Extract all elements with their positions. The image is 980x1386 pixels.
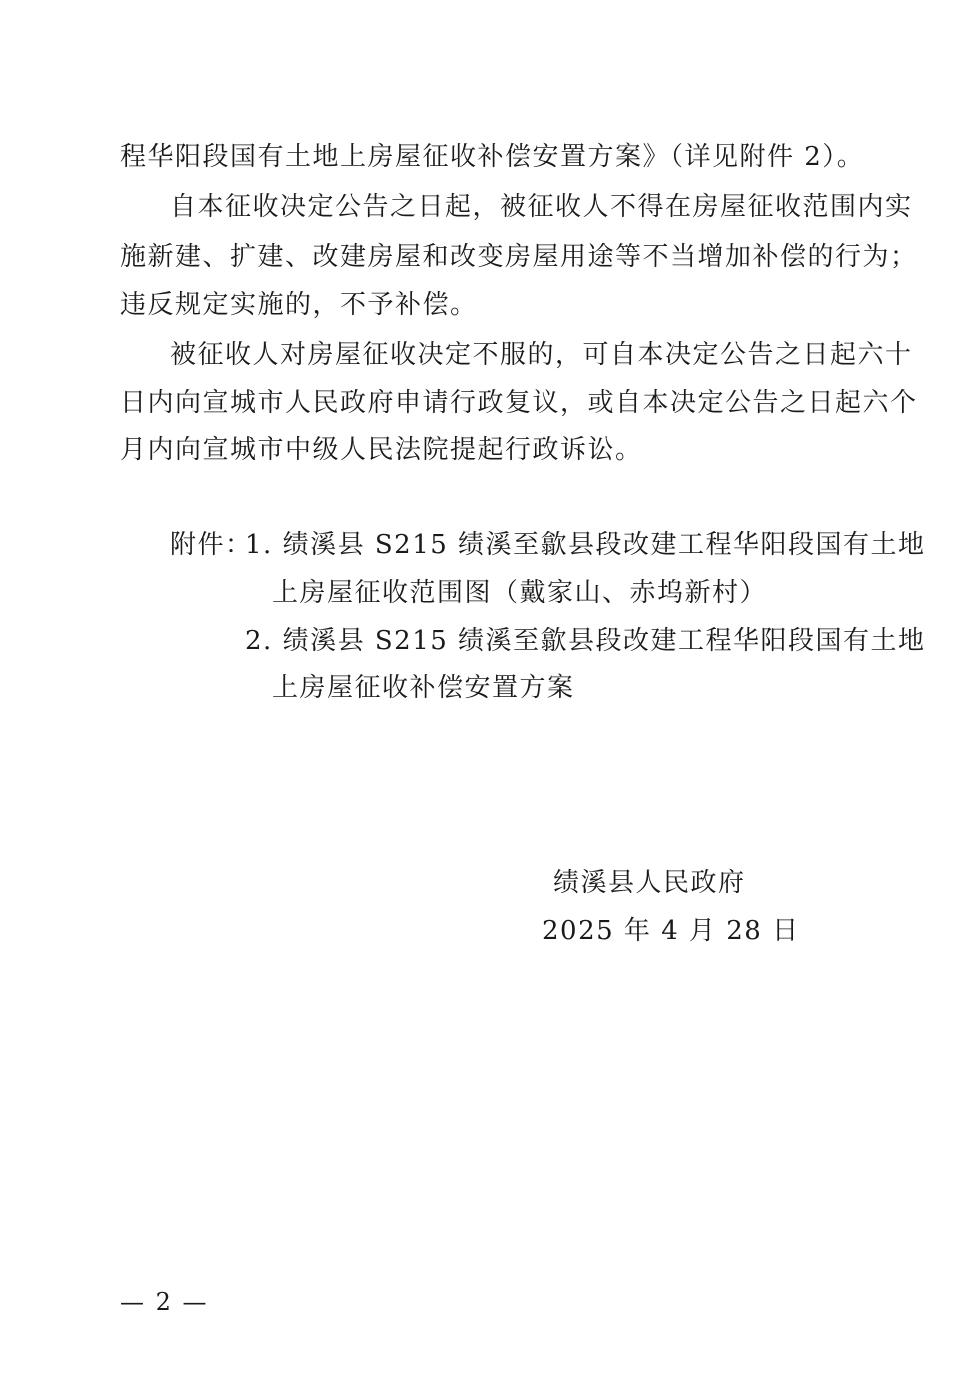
paragraph-2-line-1: 自本征收决定公告之日起，被征收人不得在房屋征收范围内实: [170, 192, 913, 222]
attachment-1-line-1: 1. 绩溪县 S215 绩溪至歙县段改建工程华阳段国有土地: [245, 530, 926, 560]
paragraph-2-line-2: 施新建、扩建、改建房屋和改变房屋用途等不当增加补偿的行为；: [120, 242, 918, 272]
attachment-1-line-2: 上房屋征收范围图（戴家山、赤坞新村）: [272, 578, 768, 608]
paragraph-2-line-3: 违反规定实施的，不予补偿。: [120, 290, 478, 320]
paragraph-3-line-1: 被征收人对房屋征收决定不服的，可自本决定公告之日起六十: [170, 340, 913, 370]
attachments-label: 附件：: [170, 530, 253, 560]
issue-date: 2025 年 4 月 28 日: [542, 916, 800, 946]
paragraph-3-line-3: 月内向宣城市中级人民法院提起行政诉讼。: [120, 435, 643, 465]
attachment-2-line-1: 2. 绩溪县 S215 绩溪至歙县段改建工程华阳段国有土地: [245, 626, 926, 656]
issuer-name: 绩溪县人民政府: [553, 868, 746, 898]
paragraph-1-line-1: 程华阳段国有土地上房屋征收补偿安置方案》（详见附件 2）。: [120, 142, 865, 172]
attachment-2-line-2: 上房屋征收补偿安置方案: [272, 673, 575, 703]
page-number: — 2 —: [120, 1288, 209, 1316]
paragraph-3-line-2: 日内向宣城市人民政府申请行政复议，或自本决定公告之日起六个: [120, 388, 918, 418]
